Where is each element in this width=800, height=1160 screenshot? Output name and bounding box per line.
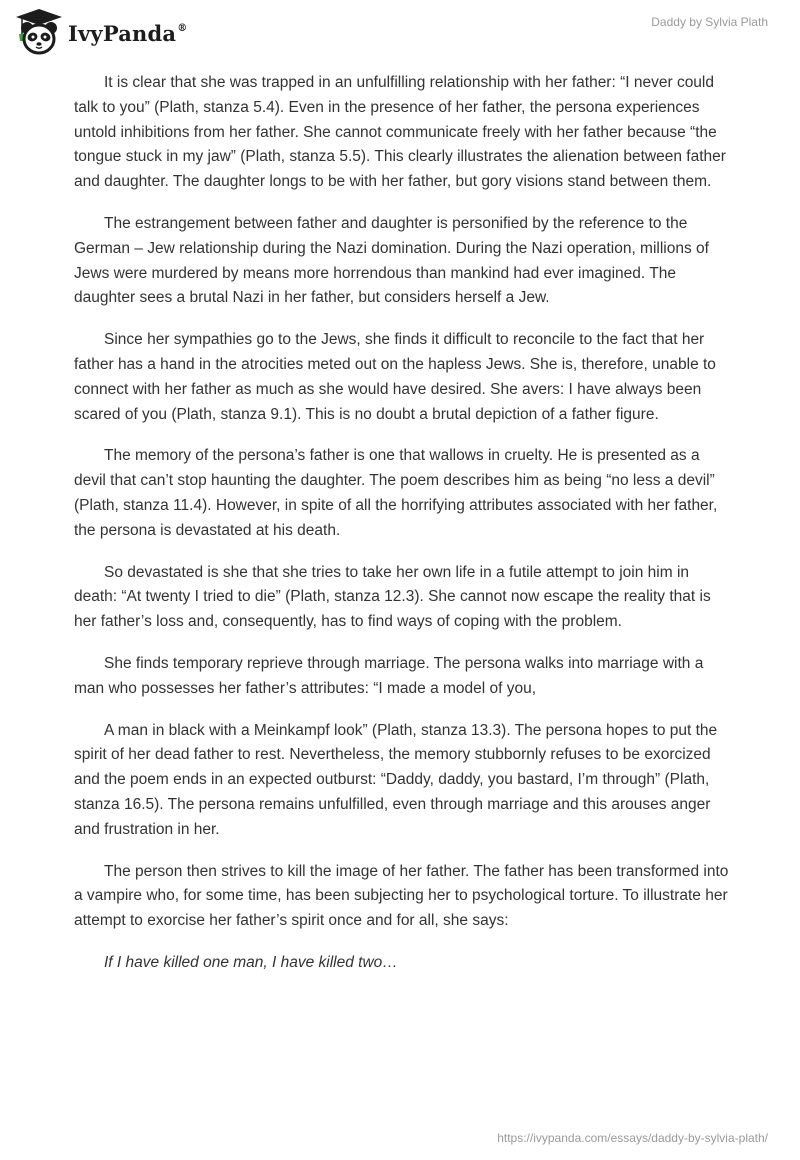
paragraph: A man in black with a Meinkampf look” (Plath, stanza 13.3). The persona hopes to put the spirit of her dead father to rest. Nevertheless, the memory stubbornly refuses to be exorcized and the poem ends in an expected outburst: “Daddy, daddy, you bastard, I’m through” (Plath, stanza 16.5). The persona remains unfulfilled, even through marriage and this arouses anger and frustration in her. [74,721,718,838]
paragraph: The person then strives to kill the image of her father. The father has been transformed into a vampire who, for some time, has been subjecting her to psychological torture. To illustrate her attempt to exorcise her father’s spirit once and for all, she says: [74,862,729,930]
paragraph: The estrangement between father and daughter is personified by the reference to the German – Jew relationship during the Nazi domination. During the Nazi operation, millions of Jews were murdered by means more horrendous than mankind had ever imagined. The daughter sees a brutal Nazi in her father, but considers herself a Jew. [74,214,709,307]
paragraph: So devastated is she that she tries to take her own life in a futile attempt to join him in death: “At twenty I tried to die” (Plath, stanza 12.3). She cannot now escape the reality that is her father’s loss and, consequently, has to find ways of coping with the problem. [74,563,711,631]
source-url-link[interactable]: https://ivypanda.com/essays/daddy-by-sylvia-plath/ [497,1131,768,1145]
panda-graduate-icon [14,8,64,56]
registered-mark: ® [177,22,188,34]
document-title: Daddy by Sylvia Plath [651,15,768,29]
brand-name: IvyPanda® [68,20,188,46]
paragraph: Since her sympathies go to the Jews, she finds it difficult to reconcile to the fact that her father has a hand in the atrocities meted out on the hapless Jews. She is, therefore, unable to connect with her father as much as she would have desired. She avers: I have always been scared of you (Plath, stanza 9.1). This is no doubt a brutal depiction of a father figure. [74,331,716,423]
paragraph: The memory of the persona’s father is one that wallows in cruelty. He is presented as a devil that can’t stop haunting the daughter. The poem describes him as being “no less a devil” (Plath, stanza 11.4). However, in spite of all the horrifying attributes associated with her father, the persona is devastated at his death. [74,447,718,539]
paragraph: She finds temporary reprieve through marriage. The persona walks into marriage with a man who possesses her father’s attributes: “I made a model of you, [74,654,704,697]
paragraph: It is clear that she was trapped in an unfulfilling relationship with her father: “I never could talk to you” (Plath, stanza 5.4). Even in the presence of her father, the persona experiences untold inhibitions from her father. She cannot communicate freely with her father because “the tongue stuck in my jaw” (Plath, stanza 5.5). This clearly illustrates the alienation between father and daughter. The daughter longs to be with her father, but gory visions stand between them. [74,74,726,191]
ivypanda-logo[interactable] [14,8,187,56]
essay-body [74,71,734,993]
poem-quote: If I have killed one man, I have killed two… [104,953,398,971]
page-header [0,0,800,70]
